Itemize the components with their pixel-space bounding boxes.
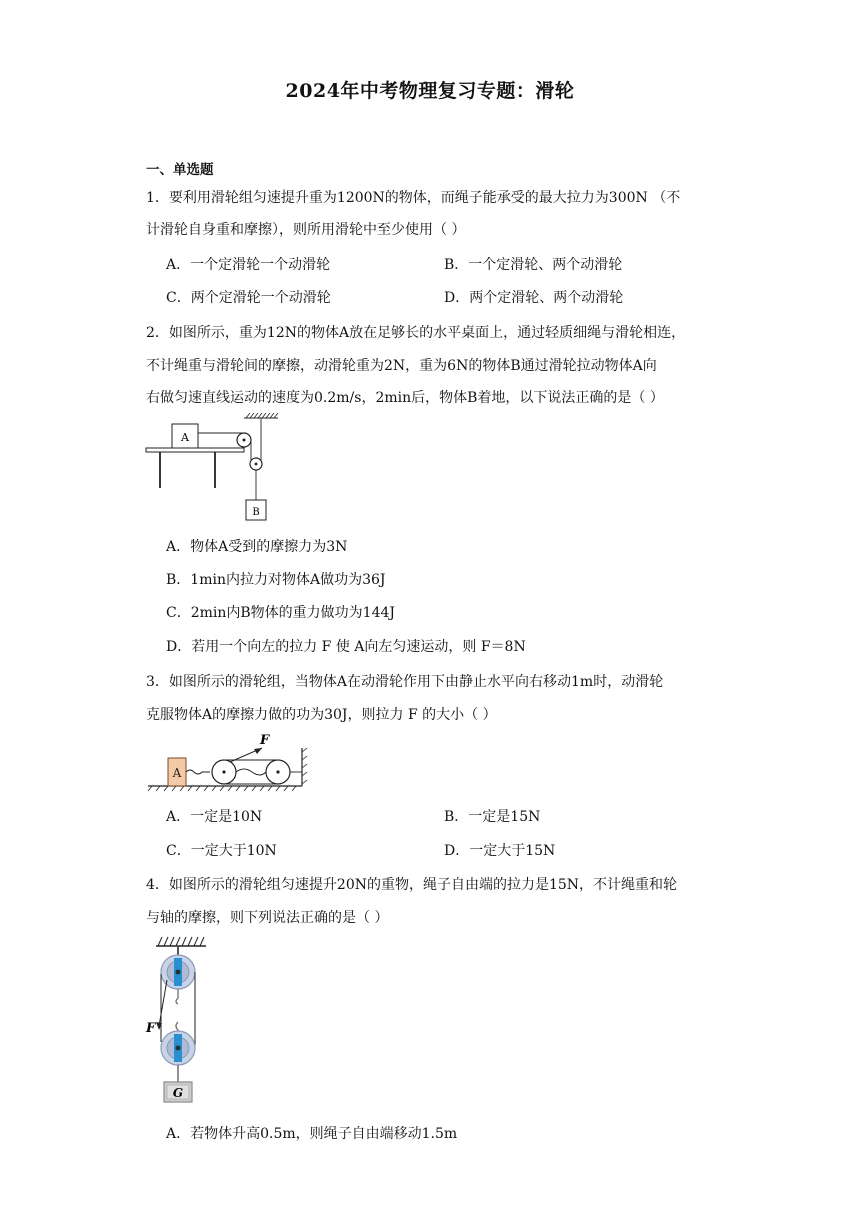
q2-table-pulley-figure <box>140 412 300 524</box>
block-a-label: A <box>181 431 189 444</box>
q1-stem-line1: 1．要利用滑轮组匀速提升重为1200N的物体，而绳子能承受的最大拉力为300N （不 <box>146 190 681 206</box>
table-top <box>146 448 244 452</box>
q2-option-c: C．2min内B物体的重力做功为144J <box>166 605 396 621</box>
q3-horizontal-pulley-figure <box>144 728 308 794</box>
q4-stem-line2: 与轴的摩擦，则下列说法正确的是（ ） <box>146 910 389 926</box>
section-heading: 一、单选题 <box>146 162 214 178</box>
block-b-label: B <box>252 507 260 518</box>
q2-option-d: D．若用一个向左的拉力 F 使 A向左匀速运动，则 F＝8N <box>166 639 526 655</box>
q1-option-c: C．两个定滑轮一个动滑轮 <box>166 290 331 306</box>
q2-stem-line2: 不计绳重与滑轮间的摩擦，动滑轮重为2N，重为6N的物体B通过滑轮拉动物体A向 <box>146 358 657 374</box>
q4-vertical-pulley-figure <box>140 932 216 1108</box>
q4-option-a: A．若物体升高0.5m，则绳子自由端移动1.5m <box>166 1126 458 1142</box>
q1-option-d: D．两个定滑轮、两个动滑轮 <box>444 290 624 306</box>
q4-force-label: F <box>146 1021 156 1036</box>
q3-option-d: D．一定大于15N <box>444 843 556 859</box>
q3-block-a-label: A <box>172 766 182 780</box>
q3-stem-line2: 克服物体A的摩擦力做的功为30J，则拉力 F 的大小（ ） <box>146 707 497 723</box>
q4-stem-line1: 4．如图所示的滑轮组匀速提升20N的重物，绳子自由端的拉力是15N，不计绳重和轮 <box>146 877 678 893</box>
q3-option-c: C．一定大于10N <box>166 843 277 859</box>
q3-stem-line1: 3．如图所示的滑轮组，当物体A在动滑轮作用下由静止水平向右移动1m时，动滑轮 <box>146 674 664 690</box>
q4-weight-label: G <box>172 1086 184 1100</box>
q1-stem-line2: 计滑轮自身重和摩擦），则所用滑轮中至少使用（ ） <box>146 222 466 238</box>
q2-option-b: B．1min内拉力对物体A做功为36J <box>166 572 386 588</box>
q3-force-label: F <box>260 733 270 748</box>
q1-option-b: B．一个定滑轮、两个动滑轮 <box>444 257 623 273</box>
q2-stem-line3: 右做匀速直线运动的速度为0.2m/s，2min后，物体B着地，以下说法正确的是（ ） <box>146 390 664 406</box>
q2-stem-line1: 2．如图所示，重为12N的物体A放在足够长的水平桌面上，通过轻质细绳与滑轮相连， <box>146 325 686 341</box>
q3-option-a: A．一定是10N <box>166 809 263 825</box>
q2-option-a: A．物体A受到的摩擦力为3N <box>166 539 348 555</box>
page-title: 2024年中考物理复习专题：滑轮 <box>285 80 575 102</box>
q1-option-a: A．一个定滑轮一个动滑轮 <box>166 257 331 273</box>
q3-option-b: B．一定是15N <box>444 809 541 825</box>
